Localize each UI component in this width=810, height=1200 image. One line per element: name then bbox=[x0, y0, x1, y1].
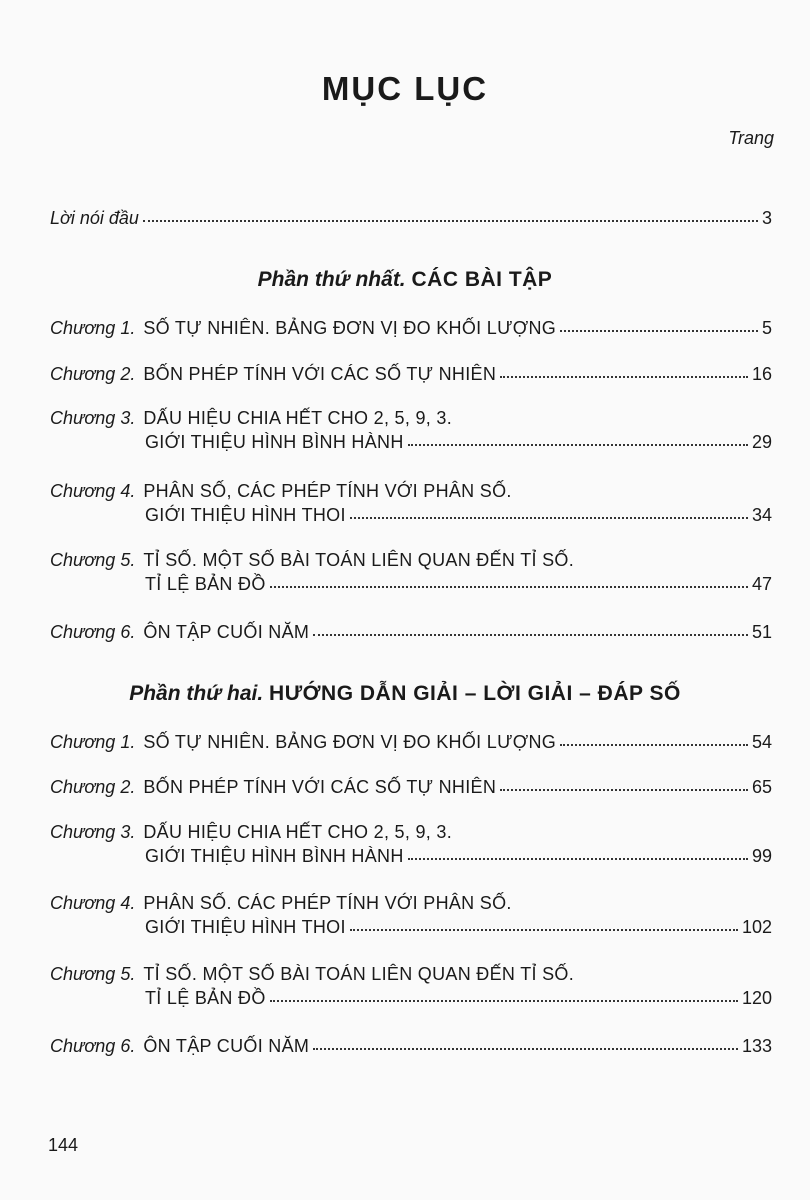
chapter-title: DẤU HIỆU CHIA HẾT CHO 2, 5, 9, 3. bbox=[143, 822, 452, 842]
chapter-subtitle: GIỚI THIỆU HÌNH BÌNH HÀNH bbox=[145, 846, 404, 866]
chapter-label: Chương 6. bbox=[50, 1036, 136, 1056]
toc-entry-page: 5 bbox=[761, 318, 772, 338]
toc-entry[interactable] bbox=[0, 962, 810, 1010]
dot-leader bbox=[270, 986, 738, 1002]
part-label: Phần thứ hai. bbox=[129, 682, 264, 705]
toc-entry[interactable] bbox=[0, 316, 810, 340]
dot-leader bbox=[408, 844, 748, 860]
chapter-title: ÔN TẬP CUỐI NĂM bbox=[143, 622, 310, 642]
chapter-label: Chương 1. bbox=[50, 732, 136, 752]
part-label: Phần thứ nhất. bbox=[257, 268, 406, 291]
dot-leader bbox=[500, 362, 748, 378]
chapter-title: TỈ SỐ. MỘT SỐ BÀI TOÁN LIÊN QUAN ĐẾN TỈ SỐ. bbox=[143, 550, 574, 570]
toc-entry[interactable] bbox=[0, 775, 810, 799]
toc-entry-page: 54 bbox=[751, 732, 772, 752]
dot-leader bbox=[270, 572, 748, 588]
chapter-label: Chương 2. bbox=[50, 364, 136, 384]
toc-entry-page: 16 bbox=[751, 364, 772, 384]
chapter-subtitle: GIỚI THIỆU HÌNH THOI bbox=[145, 917, 346, 937]
chapter-title: ÔN TẬP CUỐI NĂM bbox=[143, 1036, 310, 1056]
chapter-title: SỐ TỰ NHIÊN. BẢNG ĐƠN VỊ ĐO KHỐI LƯỢNG bbox=[143, 732, 557, 752]
chapter-title: SỐ TỰ NHIÊN. BẢNG ĐƠN VỊ ĐO KHỐI LƯỢNG bbox=[143, 318, 557, 338]
toc-entry-page: 102 bbox=[741, 917, 772, 937]
dot-leader bbox=[408, 430, 748, 446]
chapter-title: TỈ SỐ. MỘT SỐ BÀI TOÁN LIÊN QUAN ĐẾN TỈ SỐ. bbox=[143, 964, 574, 984]
toc-entry[interactable] bbox=[0, 620, 810, 644]
toc-entry-page: 47 bbox=[751, 574, 772, 594]
part-title: HƯỚNG DẪN GIẢI – LỜI GIẢI – ĐÁP SỐ bbox=[269, 682, 681, 705]
toc-entry-page: 65 bbox=[751, 777, 772, 797]
chapter-title: PHÂN SỐ, CÁC PHÉP TÍNH VỚI PHÂN SỐ. bbox=[143, 481, 512, 501]
part-title: CÁC BÀI TẬP bbox=[411, 268, 553, 291]
toc-entry[interactable] bbox=[0, 730, 810, 754]
chapter-title: PHÂN SỐ. CÁC PHÉP TÍNH VỚI PHÂN SỐ. bbox=[143, 893, 512, 913]
chapter-title: DẤU HIỆU CHIA HẾT CHO 2, 5, 9, 3. bbox=[143, 408, 452, 428]
page-number: 144 bbox=[48, 1135, 79, 1155]
dot-leader bbox=[350, 915, 738, 931]
toc-entry-page: 99 bbox=[751, 846, 772, 866]
chapter-title: BỐN PHÉP TÍNH VỚI CÁC SỐ TỰ NHIÊN bbox=[143, 777, 497, 797]
toc-entry[interactable] bbox=[0, 1034, 810, 1058]
dot-leader bbox=[500, 775, 748, 791]
toc-entry[interactable] bbox=[0, 548, 810, 596]
toc-entry-page: 34 bbox=[751, 505, 772, 525]
chapter-label: Chương 1. bbox=[50, 318, 136, 338]
chapter-title: BỐN PHÉP TÍNH VỚI CÁC SỐ TỰ NHIÊN bbox=[143, 364, 497, 384]
toc-entry-page: 3 bbox=[761, 208, 772, 228]
toc-entry[interactable] bbox=[0, 891, 810, 939]
chapter-subtitle: GIỚI THIỆU HÌNH THOI bbox=[145, 505, 346, 525]
page-title: MỤC LỤC bbox=[321, 70, 489, 107]
chapter-subtitle: GIỚI THIỆU HÌNH BÌNH HÀNH bbox=[145, 432, 404, 452]
dot-leader bbox=[313, 620, 748, 636]
chapter-label: Chương 4. bbox=[50, 893, 136, 913]
toc-entry-preface[interactable] bbox=[0, 206, 810, 230]
dot-leader bbox=[350, 503, 748, 519]
chapter-label: Chương 2. bbox=[50, 777, 136, 797]
toc-entry[interactable] bbox=[0, 406, 810, 454]
chapter-label: Chương 6. bbox=[50, 622, 136, 642]
chapter-subtitle: TỈ LỆ BẢN ĐỒ bbox=[145, 988, 266, 1008]
page-column-label: Trang bbox=[728, 128, 774, 148]
toc-entry-title: Lời nói đầu bbox=[50, 208, 139, 228]
chapter-label: Chương 3. bbox=[50, 408, 136, 428]
toc-entry[interactable] bbox=[0, 362, 810, 386]
part-heading-2 bbox=[0, 682, 810, 706]
chapter-label: Chương 4. bbox=[50, 481, 136, 501]
chapter-label: Chương 5. bbox=[50, 550, 136, 570]
dot-leader bbox=[143, 206, 758, 222]
dot-leader bbox=[560, 316, 758, 332]
toc-entry[interactable] bbox=[0, 479, 810, 527]
dot-leader bbox=[313, 1034, 738, 1050]
chapter-subtitle: TỈ LỆ BẢN ĐỒ bbox=[145, 574, 266, 594]
toc-entry-page: 133 bbox=[741, 1036, 772, 1056]
toc-entry[interactable] bbox=[0, 820, 810, 868]
toc-entry-page: 51 bbox=[751, 622, 772, 642]
chapter-label: Chương 3. bbox=[50, 822, 136, 842]
dot-leader bbox=[560, 730, 748, 746]
chapter-label: Chương 5. bbox=[50, 964, 136, 984]
toc-entry-page: 120 bbox=[741, 988, 772, 1008]
toc-entry-page: 29 bbox=[751, 432, 772, 452]
part-heading-1 bbox=[0, 268, 810, 292]
